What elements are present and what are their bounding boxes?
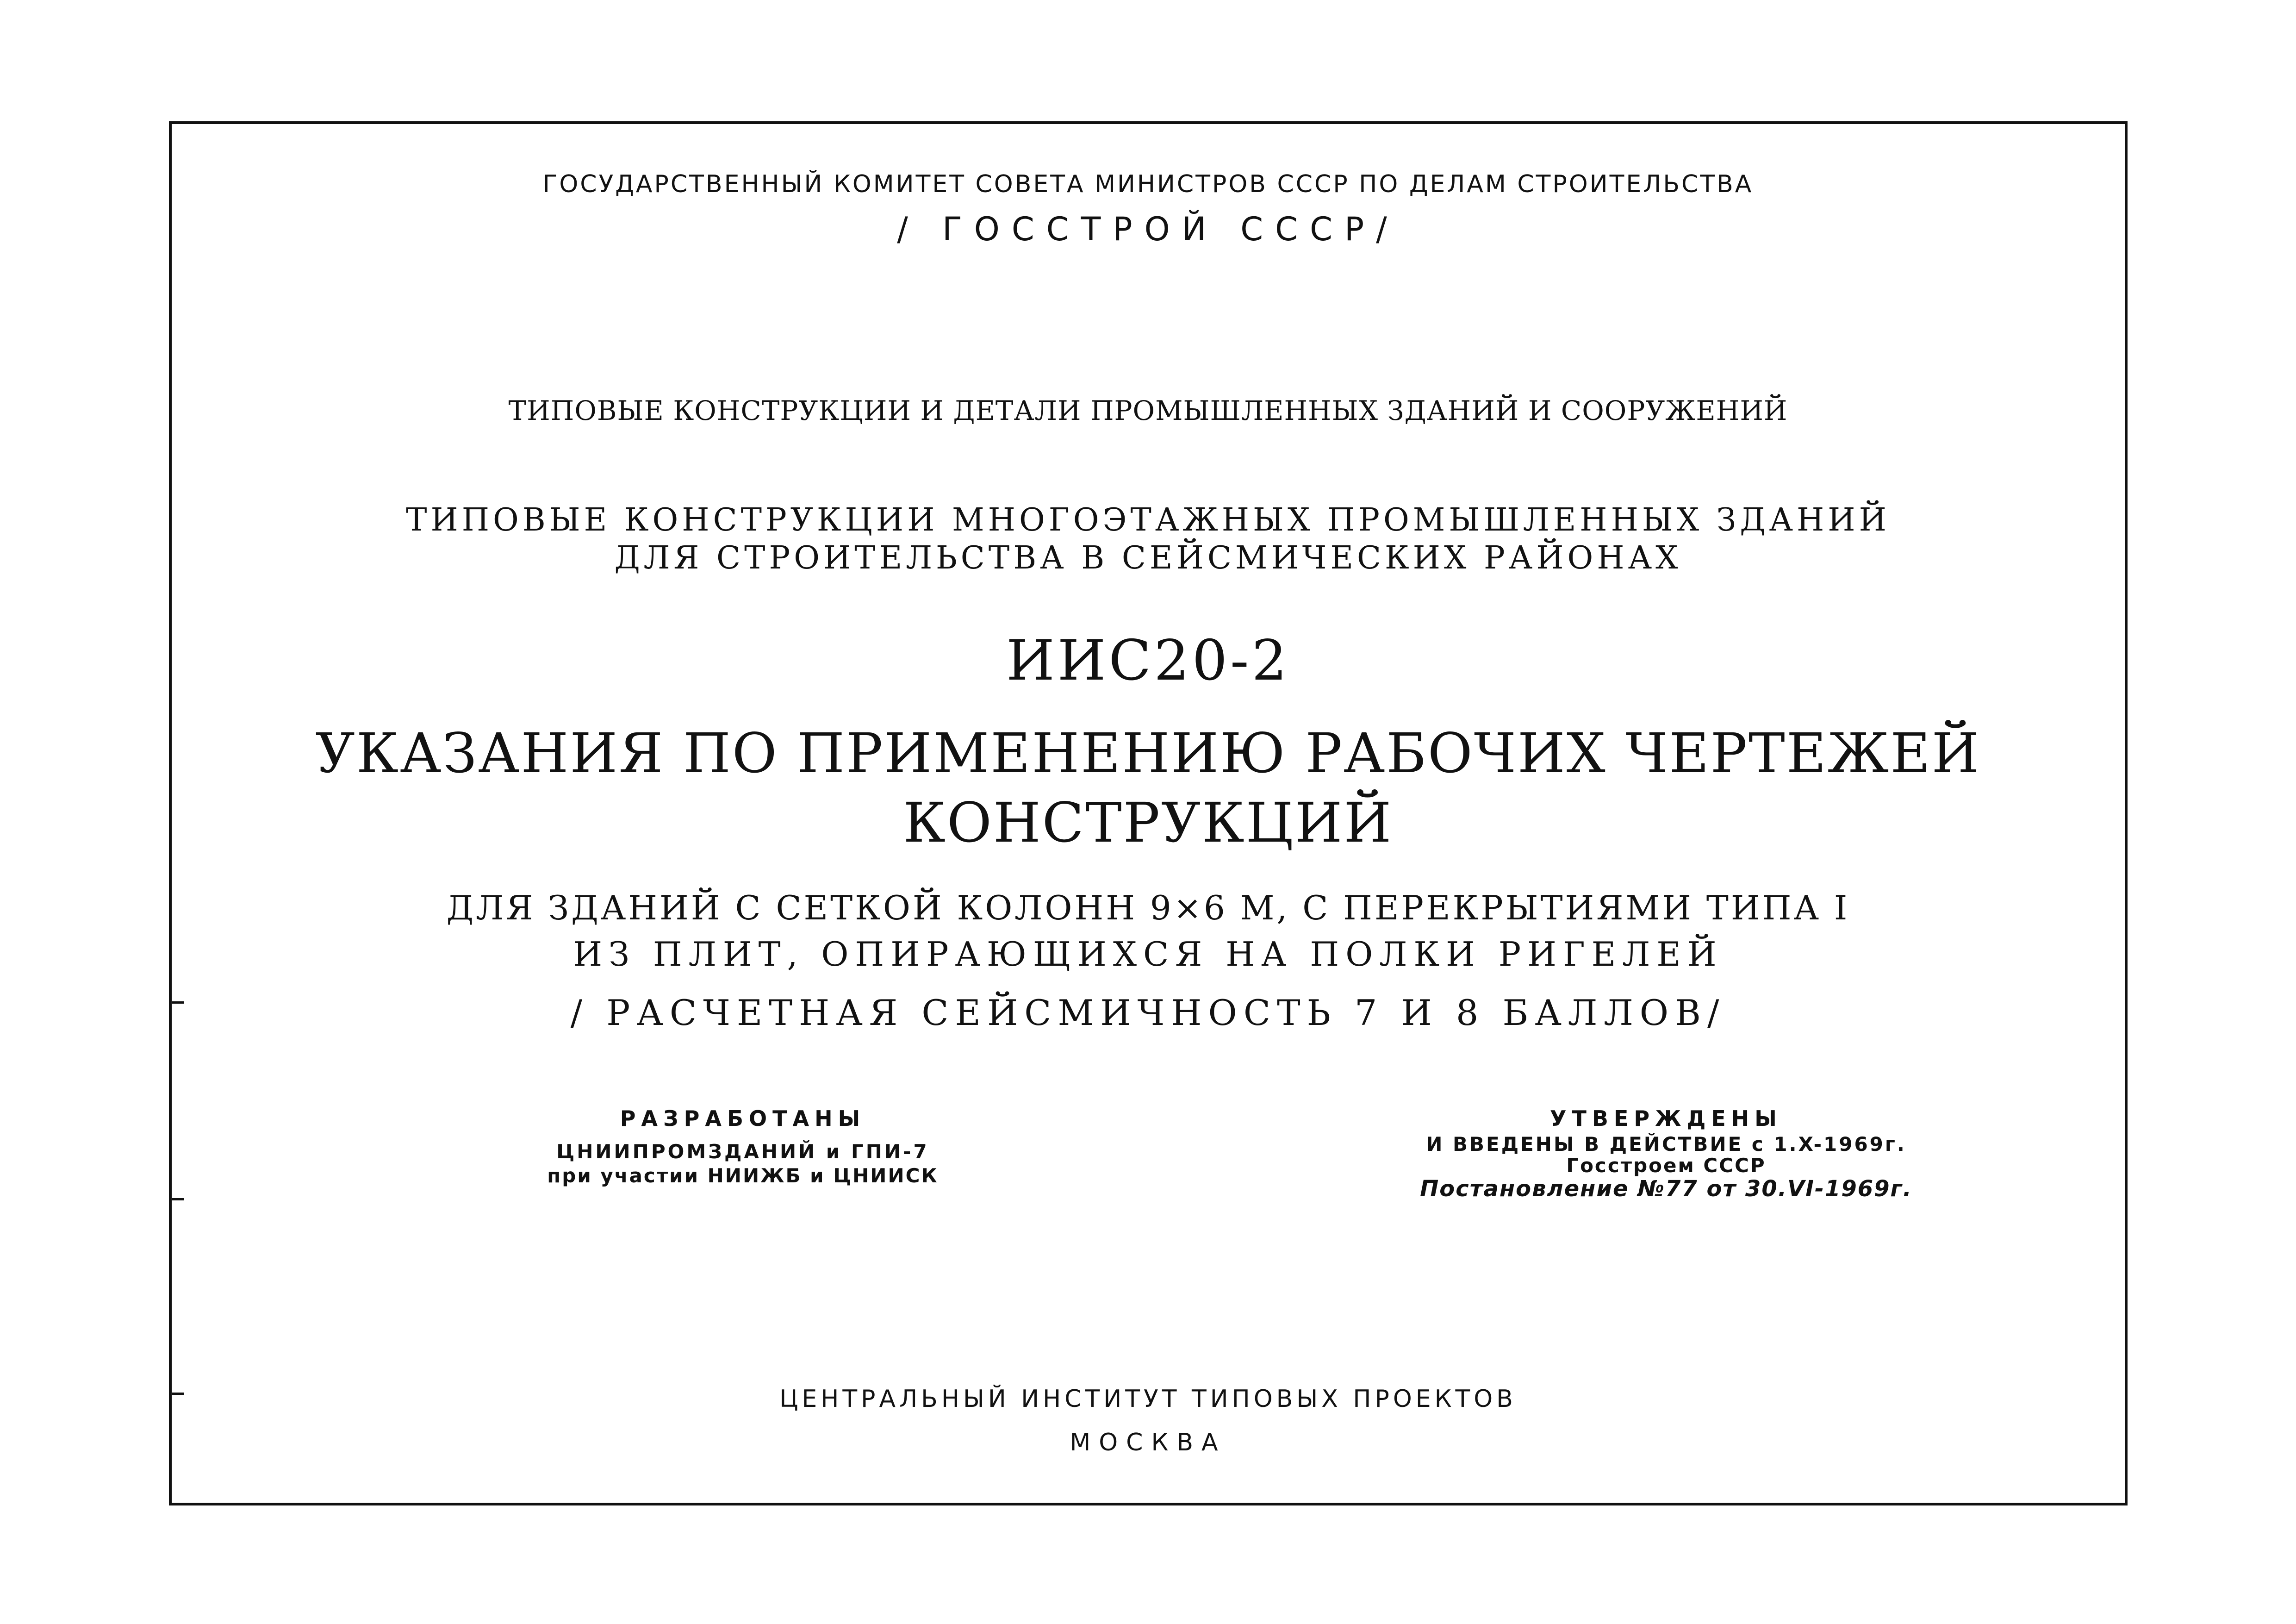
publisher-city: МОСКВА (1070, 1429, 1226, 1456)
subtitle-line-2: ИЗ ПЛИТ, ОПИРАЮЩИХСЯ НА ПОЛКИ РИГЕЛЕЙ (573, 935, 1723, 974)
series-subject-line-1: ТИПОВЫЕ КОНСТРУКЦИИ МНОГОЭТАЖНЫХ ПРОМЫШЛЕННЫХ ЗДАНИЙ (406, 502, 1890, 538)
approved-by-block (1365, 1106, 1967, 1203)
subtitle-line-1: ДЛЯ ЗДАНИЙ С СЕТКОЙ КОЛОНН 9×6 М, С ПЕРЕКРЫТИЯМИ ТИПА I (446, 888, 1850, 927)
series-general-title: ТИПОВЫЕ КОНСТРУКЦИИ И ДЕТАЛИ ПРОМЫШЛЕННЫХ ЗДАНИЙ И СООРУЖЕНИЙ (508, 395, 1788, 426)
frame-tick-mark (172, 1198, 184, 1200)
developed-line-2: при участии НИИЖБ и ЦНИИСК (547, 1164, 939, 1187)
approved-line-2: Госстроем СССР (1566, 1154, 1766, 1177)
approved-line-1: И ВВЕДЕНЫ В ДЕЙСТВИЕ с 1.X-1969г. (1426, 1132, 1906, 1156)
approved-heading: УТВЕРЖДЕНЫ (1550, 1106, 1782, 1131)
document-title-line-2: КОНСТРУКЦИЙ (903, 791, 1393, 855)
publisher-institute: ЦЕНТРАЛЬНЫЙ ИНСТИТУТ ТИПОВЫХ ПРОЕКТОВ (779, 1385, 1517, 1413)
document-title-line-1: УКАЗАНИЯ ПО ПРИМЕНЕНИЮ РАБОЧИХ ЧЕРТЕЖЕЙ (315, 721, 1981, 785)
series-code: ИИС20-2 (1006, 629, 1290, 693)
committee-header: ГОСУДАРСТВЕННЫЙ КОМИТЕТ СОВЕТА МИНИСТРОВ СССР ПО ДЕЛАМ СТРОИТЕЛЬСТВА (542, 170, 1754, 198)
organization-name: / ГОССТРОЙ СССР/ (897, 210, 1399, 248)
developed-line-1: ЦНИИПРОМЗДАНИЙ и ГПИ-7 (556, 1140, 929, 1163)
series-subject-line-2: ДЛЯ СТРОИТЕЛЬСТВА В СЕЙСМИЧЕСКИХ РАЙОНАХ (614, 540, 1682, 576)
developed-by-block (500, 1106, 986, 1188)
approved-line-3: Постановление №77 от 30.VI-1969г. (1420, 1175, 1912, 1202)
subtitle-line-3: / РАСЧЕТНАЯ СЕЙСМИЧНОСТЬ 7 И 8 БАЛЛОВ/ (570, 992, 1726, 1033)
developed-heading: РАЗРАБОТАНЫ (620, 1106, 866, 1131)
